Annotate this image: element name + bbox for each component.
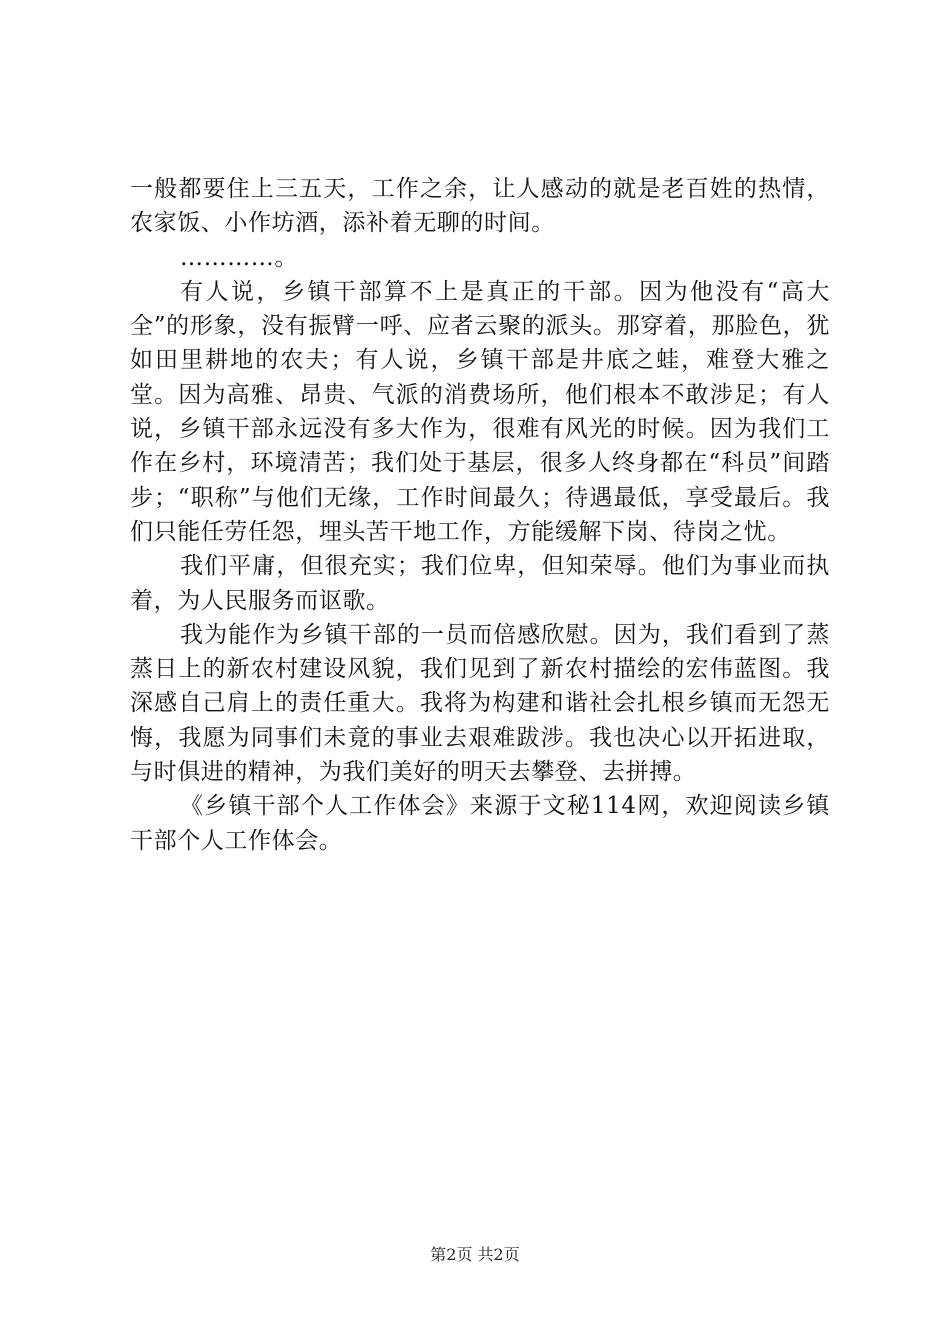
- page-footer: [0, 1242, 950, 1265]
- page-number: 第2页 共2页: [430, 1245, 520, 1264]
- paragraph-1: 一般都要住上三五天，工作之余，让人感动的就是老百姓的热情，农家饭、小作坊酒，添补着无聊的时间。: [130, 176, 830, 237]
- paragraph-ellipsis: …………。: [180, 244, 298, 271]
- paragraph-2: 有人说，乡镇干部算不上是真正的干部。因为他没有“高大全”的形象，没有振臂一呼、应者云聚的派头。那穿着，那脸色，犹如田里耕地的农夫；有人说，乡镇干部是井底之蛙，难登大雅之堂。因为高雅、昂贵、气派的消费场所，他们根本不敢涉足；有人说，乡镇干部永远没有多大作为，很难有风光的时候。因为我们工作在乡村，环境清苦；我们处于基层，很多人终身都在“科员”间踏步；“职称”与他们无缘，工作时间最久；待遇最低，享受最后。我们只能任劳任怨，埋头苦干地工作，方能缓解下岗、待岗之忧。: [130, 278, 830, 545]
- document-body: [130, 172, 830, 858]
- paragraph-4: 我为能作为乡镇干部的一员而倍感欣慰。因为，我们看到了蒸蒸日上的新农村建设风貌，我们见到了新农村描绘的宏伟蓝图。我深感自己肩上的责任重大。我将为构建和谐社会扎根乡镇而无怨无悔，我愿为同事们未竟的事业去艰难跋涉。我也决心以开拓进取，与时俱进的精神，为我们美好的明天去攀登、去拼搏。: [130, 621, 830, 786]
- paragraph-source: 《乡镇干部个人工作体会》来源于文秘114网，欢迎阅读乡镇干部个人工作体会。: [130, 793, 830, 854]
- paragraph-3: 我们平庸，但很充实；我们位卑，但知荣辱。他们为事业而执着，为人民服务而讴歌。: [130, 553, 830, 614]
